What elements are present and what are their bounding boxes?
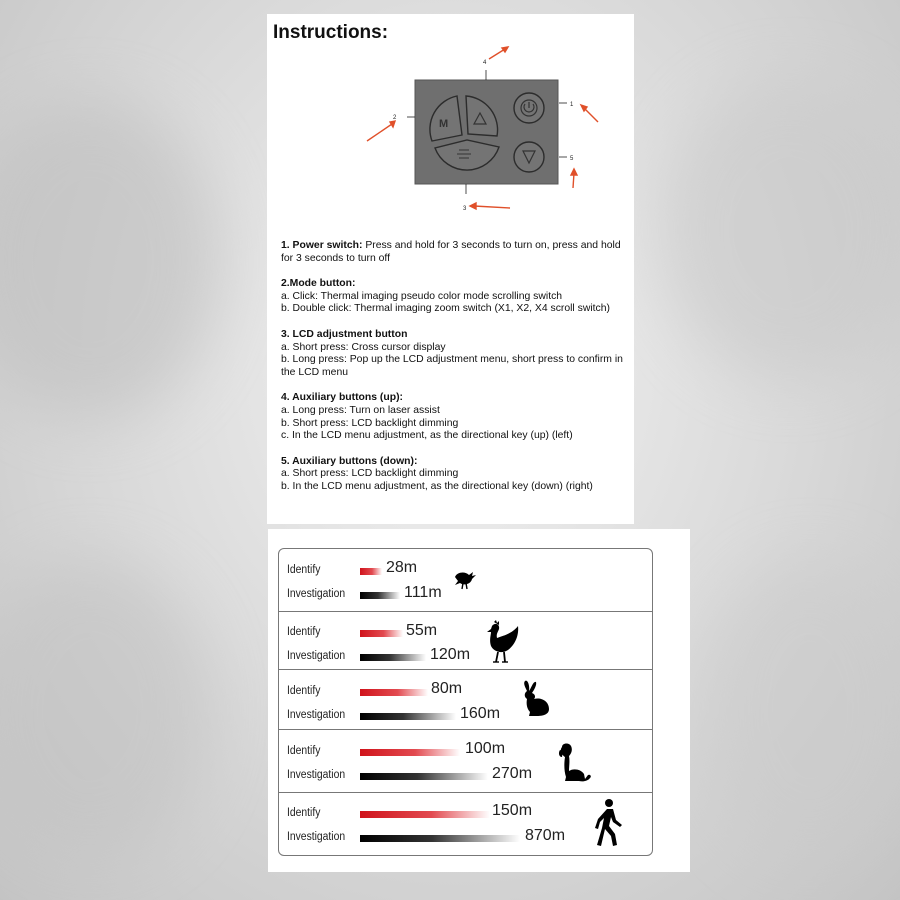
section-mode-button: 2.Mode button: a. Click: Thermal imaging pseudo color mode scrolling switch b. Double click: Thermal imaging zoom switch (X1, X2, X4 scroll switch): [281, 278, 610, 315]
section-aux-up: 4. Auxiliary buttons (up): a. Long press: Turn on laser assist b. Short press: LCD backlight dimming c. In the LCD menu adjustment, as the directional key (up) (left): [281, 392, 573, 442]
table-row: [279, 611, 652, 670]
chicken-icon: [482, 620, 522, 666]
identify-label: Identify: [287, 564, 321, 576]
investigation-bar: [360, 654, 426, 661]
callout-5: 5: [570, 156, 574, 162]
callout-4: 4: [483, 60, 487, 66]
section-aux-down: 5. Auxiliary buttons (down): a. Short press: LCD backlight dimming b. In the LCD menu adjustment, as the directional key (down) (right): [281, 455, 593, 492]
identify-label: Identify: [287, 745, 321, 757]
identify-value: 28m: [386, 559, 418, 576]
table-row: [279, 729, 652, 793]
rabbit-icon: [519, 679, 553, 717]
investigation-label: Investigation: [287, 831, 346, 843]
identify-bar: [360, 749, 460, 756]
identify-bar: [360, 568, 382, 575]
investigation-value: 870m: [525, 827, 566, 844]
instructions-text: [281, 240, 627, 507]
investigation-bar: [360, 773, 488, 780]
dog-icon: [557, 741, 593, 783]
identify-label: Identify: [287, 807, 321, 819]
investigation-bar: [360, 592, 400, 599]
identify-bar: [360, 689, 428, 696]
person-walking-icon: [593, 798, 627, 848]
investigation-bar: [360, 713, 456, 720]
investigation-label: Investigation: [287, 650, 346, 662]
keypad-diagram: [267, 14, 634, 234]
instructions-title: Instructions:: [273, 22, 389, 43]
identify-value: 100m: [465, 740, 506, 757]
identify-label: Identify: [287, 685, 321, 697]
identify-value: 80m: [431, 680, 463, 697]
callout-3: 3: [463, 206, 467, 212]
identify-bar: [360, 811, 490, 818]
investigation-value: 111m: [404, 584, 442, 601]
investigation-value: 120m: [430, 646, 471, 663]
table-row: [279, 549, 652, 612]
range-table: [278, 548, 653, 856]
table-row: [279, 792, 652, 855]
investigation-value: 270m: [492, 765, 533, 782]
range-table-panel: [268, 529, 690, 872]
callout-2: 2: [393, 115, 397, 121]
aux-down-button-shape: [514, 142, 544, 172]
investigation-label: Investigation: [287, 588, 346, 600]
callout-1: 1: [570, 102, 574, 108]
table-row: [279, 669, 652, 730]
identify-bar: [360, 630, 403, 637]
bird-icon: [451, 567, 479, 591]
identify-value: 150m: [492, 802, 533, 819]
section-power-switch: 1. Power switch: Press and hold for 3 seconds to turn on, press and hold for 3 seconds to turn off: [281, 240, 621, 264]
investigation-value: 160m: [460, 705, 501, 722]
investigation-label: Investigation: [287, 769, 346, 781]
investigation-label: Investigation: [287, 709, 346, 721]
identify-label: Identify: [287, 626, 321, 638]
identify-value: 55m: [406, 622, 438, 639]
mode-key-letter: M: [439, 118, 449, 130]
instructions-panel: [267, 14, 634, 524]
investigation-bar: [360, 835, 520, 842]
section-lcd-adjustment: 3. LCD adjustment button a. Short press: Cross cursor display b. Long press: Pop up the LCD adjustment menu, short press to confirm in the LCD menu: [281, 328, 623, 378]
